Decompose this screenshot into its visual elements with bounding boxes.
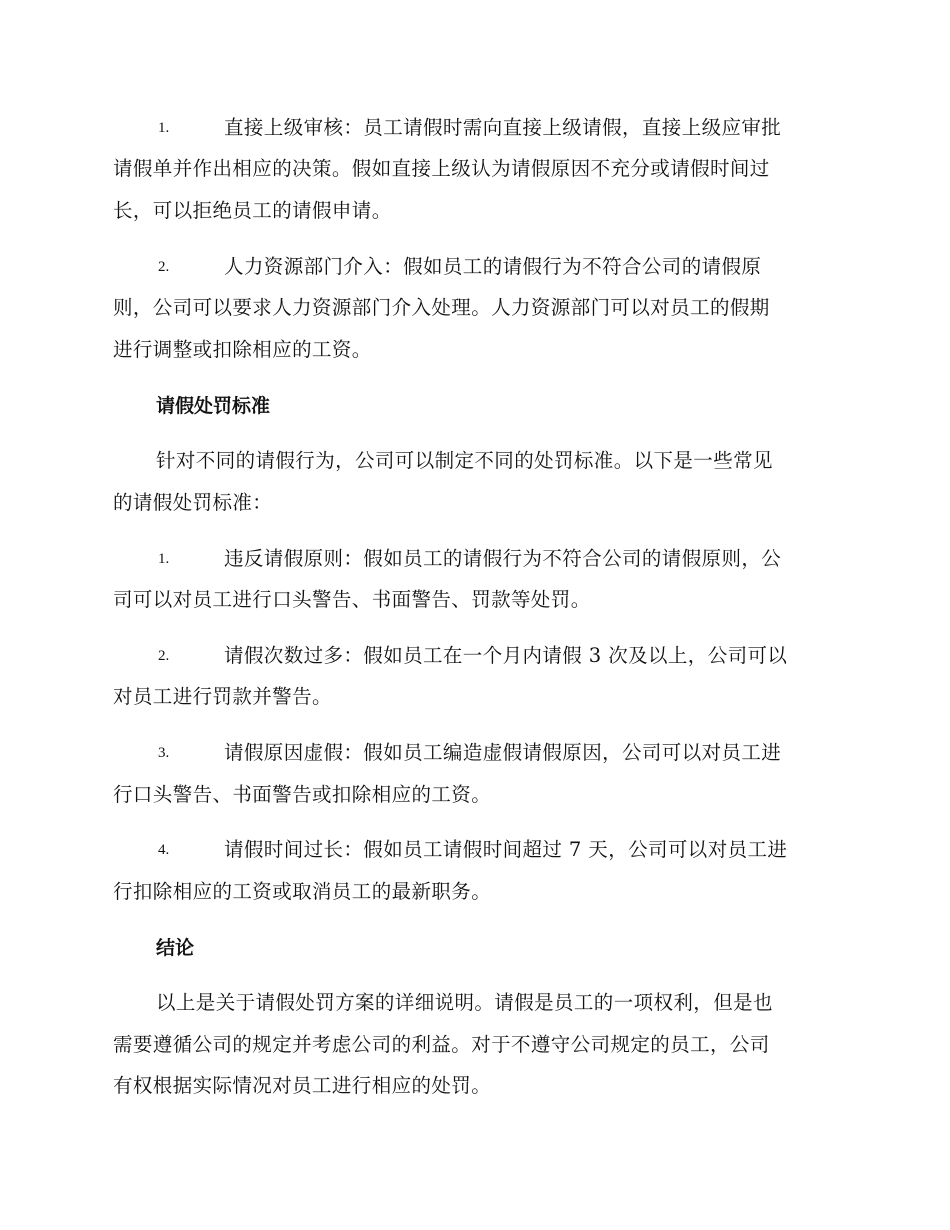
list-item-number: 4.: [158, 842, 170, 858]
paragraph-line: 长，可以拒绝员工的请假申请。: [113, 199, 392, 222]
paragraph-line: 人力资源部门介入：假如员工的请假行为不符合公司的请假原: [224, 255, 762, 278]
paragraph-line: 请假原因虚假：假如员工编造虚假请假原因，公司可以对员工进: [224, 741, 782, 764]
paragraph-line: 以上是关于请假处罚方案的详细说明。请假是员工的一项权利，但是也: [156, 991, 773, 1014]
paragraph-line: 对员工进行罚款并警告。: [113, 685, 332, 708]
paragraph-line: 的请假处罚标准：: [113, 491, 273, 514]
paragraph-line: 违反请假原则：假如员工的请假行为不符合公司的请假原则，公: [224, 547, 782, 570]
paragraph-line: 进行调整或扣除相应的工资。: [113, 338, 372, 361]
paragraph-line: 行扣除相应的工资或取消员工的最新职务。: [113, 880, 492, 903]
paragraph-line: 需要遵循公司的规定并考虑公司的利益。对于不遵守公司规定的员工，公司: [113, 1033, 770, 1056]
paragraph-line: 则，公司可以要求人力资源部门介入处理。人力资源部门可以对员工的假期: [113, 296, 770, 319]
paragraph-line: 请假时间过长：假如员工请假时间超过 7 天，公司可以对员工进: [224, 838, 788, 861]
paragraph-line: 针对不同的请假行为，公司可以制定不同的处罚标准。以下是一些常见: [156, 449, 773, 472]
paragraph-line: 直接上级审核：员工请假时需向直接上级请假，直接上级应审批: [224, 116, 782, 139]
paragraph-line: 司可以对员工进行口头警告、书面警告、罚款等处罚。: [113, 588, 591, 611]
list-item-number: 3.: [158, 745, 170, 761]
list-item-number: 2.: [158, 259, 170, 275]
section-heading-conclusion: 结论: [156, 937, 195, 959]
paragraph-line: 请假次数过多：假如员工在一个月内请假 3 次及以上，公司可以: [224, 644, 788, 667]
list-item-number: 1.: [158, 551, 170, 567]
paragraph-line: 有权根据实际情况对员工进行相应的处罚。: [113, 1074, 492, 1097]
paragraph-line: 请假单并作出相应的决策。假如直接上级认为请假原因不充分或请假时间过: [113, 157, 770, 180]
paragraph-line: 行口头警告、书面警告或扣除相应的工资。: [113, 783, 492, 806]
list-item-number: 2.: [158, 648, 170, 664]
section-heading-penalty: 请假处罚标准: [156, 395, 271, 417]
list-item-number: 1.: [158, 120, 170, 136]
